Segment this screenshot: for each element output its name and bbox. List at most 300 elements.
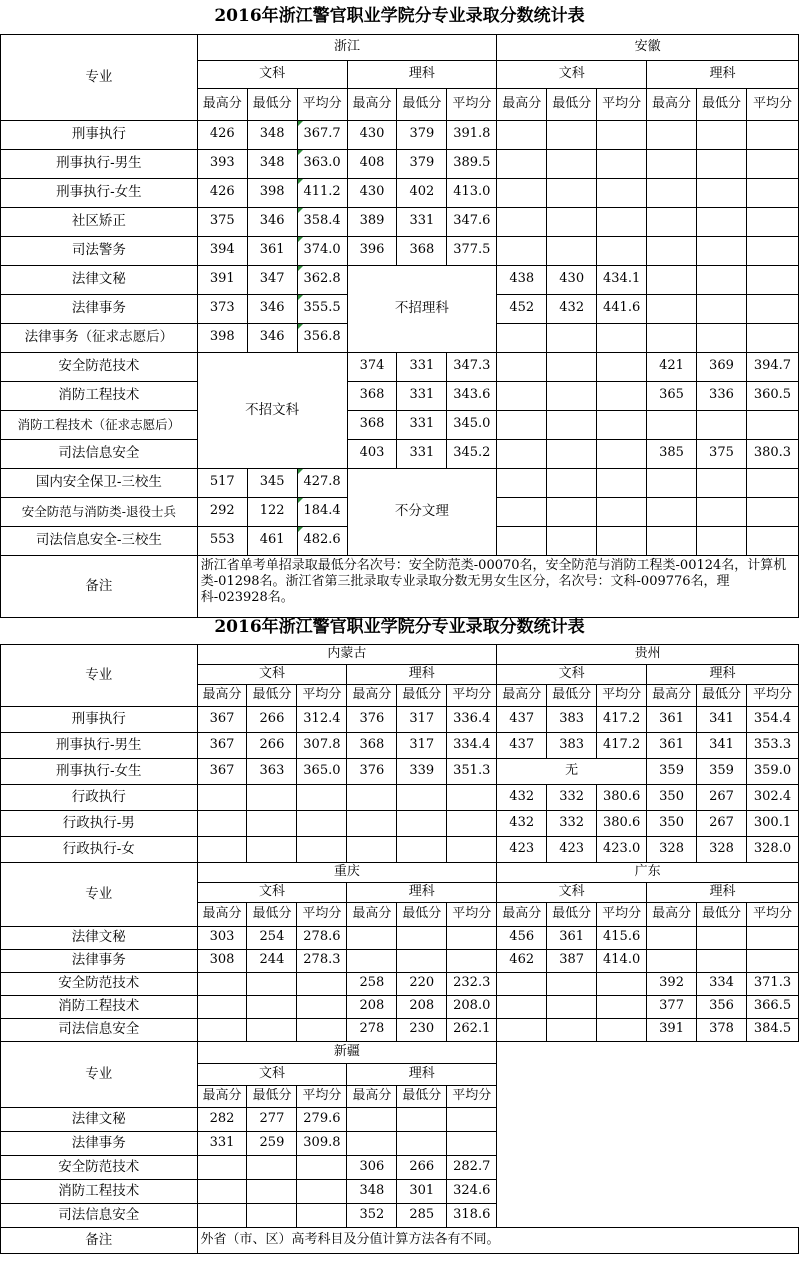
track-header: 文科 [197,664,347,684]
score-cell: 345.2 [447,439,497,468]
col-header: 最低分 [397,88,447,120]
score-cell: 385 [647,439,697,468]
col-header: 平均分 [746,88,798,120]
table-row [1,120,799,149]
score-cell: 367.7 [297,120,347,149]
score-cell: 391 [197,265,247,294]
score-cell: 300.1 [747,810,799,836]
col-header: 平均分 [747,902,799,926]
score-cell: 334 [697,972,747,995]
score-cell: 259 [247,1131,297,1155]
major-name: 刑事执行-女生 [1,178,198,207]
major-name: 国内安全保卫-三校生 [1,468,198,497]
score-cell: 266 [397,1155,447,1179]
col-header: 最低分 [397,684,447,706]
region-header: 新疆 [197,1041,497,1063]
col-header: 最低分 [247,1085,297,1107]
col-header: 最高分 [197,902,247,926]
col-header: 平均分 [447,88,497,120]
score-cell: 368 [397,236,447,265]
score-cell: 417.2 [597,706,647,732]
score-cell: 324.6 [447,1179,497,1203]
major-name: 消防工程技术 [1,1179,198,1203]
no-track-split-note: 不分文理 [347,468,497,555]
score-cell: 328 [647,836,697,862]
score-cell: 374 [347,352,397,381]
major-header: 专业 [1,644,198,706]
score-cell: 348 [347,1179,397,1203]
score-cell: 351.3 [447,758,497,784]
score-cell: 208.0 [447,995,497,1018]
track-header: 文科 [497,60,647,88]
table-row [1,468,799,497]
col-header: 最高分 [347,902,397,926]
major-name: 司法信息安全 [1,439,198,468]
track-header: 文科 [197,60,347,88]
major-name: 安全防范技术 [1,972,198,995]
score-cell: 317 [397,732,447,758]
score-cell: 332 [547,784,597,810]
score-cell: 122 [247,497,297,526]
major-name: 法律事务 [1,294,198,323]
score-cell: 360.5 [746,381,798,410]
col-header: 最低分 [697,684,747,706]
score-cell: 462 [497,949,547,972]
table-row [1,178,799,207]
region-header: 安徽 [497,34,799,60]
note-text: 外省（市、区）高考科目及分值计算方法各有不同。 [197,1227,798,1253]
region-header: 广东 [497,862,799,882]
note-label: 备注 [1,1227,198,1253]
region-header: 内蒙古 [197,644,497,664]
region-header: 贵州 [497,644,799,664]
score-cell: 421 [647,352,697,381]
score-cell: 356 [697,995,747,1018]
major-name: 消防工程技术 [1,381,198,410]
score-cell: 414.0 [597,949,647,972]
major-name: 法律文秘 [1,926,198,949]
major-name: 行政执行-男 [1,810,198,836]
score-cell: 244 [247,949,297,972]
score-cell: 517 [197,468,247,497]
major-name: 法律文秘 [1,265,198,294]
score-cell: 346 [247,207,297,236]
score-cell: 359.0 [747,758,799,784]
score-cell: 391 [647,1018,697,1041]
table-row [1,439,799,468]
score-cell: 408 [347,149,397,178]
col-header: 最高分 [347,684,397,706]
score-cell: 356.8 [297,323,347,352]
score-cell: 398 [247,178,297,207]
score-cell: 267 [697,810,747,836]
score-cell: 292 [197,497,247,526]
score-cell: 331 [397,439,447,468]
score-cell: 403 [347,439,397,468]
score-cell: 375 [197,207,247,236]
score-cell: 461 [247,526,297,555]
score-cell: 482.6 [297,526,347,555]
score-cell: 392 [647,972,697,995]
score-cell: 282 [197,1107,247,1131]
score-cell: 383 [547,706,597,732]
track-header: 理科 [347,882,497,902]
col-header: 最低分 [547,88,597,120]
score-cell: 331 [197,1131,247,1155]
col-header: 最高分 [647,902,697,926]
score-cell: 452 [497,294,547,323]
score-cell: 434.1 [597,265,647,294]
score-cell: 376 [347,758,397,784]
table-row [1,236,799,265]
score-cell: 347.3 [447,352,497,381]
track-header: 理科 [647,882,799,902]
score-cell: 350 [647,784,697,810]
col-header: 最低分 [397,902,447,926]
score-cell: 432 [497,784,547,810]
score-cell: 553 [197,526,247,555]
score-cell: 393 [197,149,247,178]
score-cell: 277 [247,1107,297,1131]
table-row [1,758,799,784]
score-cell: 427.8 [297,468,347,497]
score-cell: 389.5 [447,149,497,178]
score-cell: 398 [197,323,247,352]
score-cell: 367 [197,758,247,784]
score-cell: 430 [347,178,397,207]
score-cell: 318.6 [447,1203,497,1227]
none-note: 无 [497,758,647,784]
score-cell: 301 [397,1179,447,1203]
score-cell: 438 [497,265,547,294]
score-cell: 361 [247,236,297,265]
score-cell: 361 [547,926,597,949]
score-cell: 267 [697,784,747,810]
score-cell: 348 [247,120,297,149]
col-header: 最高分 [347,1085,397,1107]
score-cell: 266 [247,706,297,732]
score-cell: 362.8 [297,265,347,294]
score-cell: 430 [347,120,397,149]
score-cell: 334.4 [447,732,497,758]
major-name: 行政执行-女 [1,836,198,862]
score-cell: 302.4 [747,784,799,810]
col-header: 平均分 [747,684,799,706]
score-cell: 359 [697,758,747,784]
score-cell: 350 [647,810,697,836]
major-header: 专业 [1,1041,198,1107]
score-cell: 341 [697,706,747,732]
major-name: 刑事执行-女生 [1,758,198,784]
col-header: 平均分 [297,88,347,120]
score-cell: 368 [347,410,397,439]
score-cell: 402 [397,178,447,207]
score-cell: 426 [197,120,247,149]
col-header: 平均分 [447,684,497,706]
score-cell: 254 [247,926,297,949]
score-cell: 282.7 [447,1155,497,1179]
major-header: 专业 [1,34,198,120]
score-cell: 303 [197,926,247,949]
score-cell: 377 [647,995,697,1018]
table-row [1,352,799,381]
table-row [1,732,799,758]
score-cell: 394 [197,236,247,265]
score-cell: 232.3 [447,972,497,995]
score-cell: 394.7 [746,352,798,381]
major-name: 安全防范与消防类-退役士兵 [1,497,198,526]
table-row [1,926,799,949]
score-cell: 437 [497,706,547,732]
score-cell: 354.4 [747,706,799,732]
col-header: 平均分 [297,684,347,706]
table-row [1,410,799,439]
major-name: 消防工程技术（征求志愿后） [1,410,198,439]
score-cell: 258 [347,972,397,995]
score-cell: 184.4 [297,497,347,526]
col-header: 平均分 [597,684,647,706]
major-name: 司法警务 [1,236,198,265]
score-cell: 347 [247,265,297,294]
score-cell: 348 [247,149,297,178]
score-cell: 417.2 [597,732,647,758]
col-header: 平均分 [447,1085,497,1107]
score-cell: 378 [697,1018,747,1041]
track-header: 文科 [197,882,347,902]
track-header: 理科 [347,664,497,684]
score-cell: 423 [547,836,597,862]
score-cell: 331 [397,381,447,410]
no-arts-note: 不招文科 [197,352,347,468]
score-cell: 208 [347,995,397,1018]
col-header: 平均分 [447,902,497,926]
score-cell: 383 [547,732,597,758]
score-cell: 285 [397,1203,447,1227]
score-cell: 359 [647,758,697,784]
col-header: 最高分 [497,684,547,706]
score-cell: 365.0 [297,758,347,784]
score-cell: 377.5 [447,236,497,265]
score-cell: 361 [647,732,697,758]
major-name: 刑事执行 [1,120,198,149]
track-header: 理科 [347,60,497,88]
score-cell: 367 [197,732,247,758]
track-header: 理科 [647,60,799,88]
major-name: 司法信息安全 [1,1203,198,1227]
score-cell: 307.8 [297,732,347,758]
table-row [1,207,799,236]
score-cell: 380.6 [597,810,647,836]
score-cell: 312.4 [297,706,347,732]
score-cell: 373 [197,294,247,323]
score-cell: 332 [547,810,597,836]
track-header: 文科 [497,664,647,684]
table-row [1,972,799,995]
score-cell: 346 [247,323,297,352]
score-cell: 380.3 [746,439,798,468]
score-cell: 384.5 [747,1018,799,1041]
table-row [1,1018,799,1041]
score-cell: 353.3 [747,732,799,758]
score-cell: 374.0 [297,236,347,265]
major-name: 社区矫正 [1,207,198,236]
col-header: 最高分 [647,684,697,706]
table-title: 2016年浙江警官职业学院分专业录取分数统计表 [214,617,585,638]
table-row [1,784,799,810]
score-cell: 208 [397,995,447,1018]
col-header: 最低分 [247,88,297,120]
score-cell: 430 [547,265,597,294]
major-name: 行政执行 [1,784,198,810]
score-cell: 345.0 [447,410,497,439]
col-header: 平均分 [597,88,647,120]
score-cell: 379 [397,149,447,178]
score-cell: 365 [647,381,697,410]
score-cell: 278.6 [297,926,347,949]
major-name: 法律事务（征求志愿后） [1,323,198,352]
major-name: 刑事执行-男生 [1,732,198,758]
major-name: 安全防范技术 [1,1155,198,1179]
score-cell: 341 [697,732,747,758]
major-name: 司法信息安全-三校生 [1,526,198,555]
major-name: 刑事执行-男生 [1,149,198,178]
major-name: 法律文秘 [1,1107,198,1131]
score-cell: 368 [347,381,397,410]
col-header: 最高分 [197,1085,247,1107]
col-header: 最低分 [547,684,597,706]
score-cell: 317 [397,706,447,732]
score-cell: 345 [247,468,297,497]
col-header: 最低分 [247,684,297,706]
admission-table-2 [0,612,799,1254]
score-cell: 432 [547,294,597,323]
score-cell: 346 [247,294,297,323]
major-name: 安全防范技术 [1,352,198,381]
score-cell: 328.0 [747,836,799,862]
score-cell: 266 [247,732,297,758]
table-row [1,706,799,732]
score-cell: 336.4 [447,706,497,732]
score-cell: 230 [397,1018,447,1041]
col-header: 最低分 [697,902,747,926]
score-cell: 379 [397,120,447,149]
score-cell: 306 [347,1155,397,1179]
score-cell: 368 [347,732,397,758]
col-header: 最高分 [197,684,247,706]
note-label: 备注 [1,555,198,617]
score-cell: 411.2 [297,178,347,207]
score-cell: 339 [397,758,447,784]
col-header: 平均分 [297,902,347,926]
col-header: 最高分 [347,88,397,120]
major-name: 消防工程技术 [1,995,198,1018]
table-row [1,810,799,836]
score-cell: 423.0 [597,836,647,862]
track-header: 文科 [497,882,647,902]
score-cell: 352 [347,1203,397,1227]
score-cell: 415.6 [597,926,647,949]
score-cell: 336 [697,381,747,410]
score-cell: 391.8 [447,120,497,149]
note-text: 浙江省单考单招录取最低分名次号：安全防范类-00070名，安全防范与消防工程类-00124名，计算机类-01298名。浙江省第三批录取专业录取分数无男女生区分，名次号：文科-009776名，理科-023928名。 [197,555,798,617]
col-header: 最高分 [497,902,547,926]
score-cell: 423 [497,836,547,862]
track-header: 理科 [647,664,799,684]
col-header: 最高分 [197,88,247,120]
major-name: 司法信息安全 [1,1018,198,1041]
major-name: 法律事务 [1,1131,198,1155]
score-cell: 331 [397,207,447,236]
score-cell: 369 [697,352,747,381]
table-row [1,265,799,294]
score-cell: 363.0 [297,149,347,178]
score-cell: 387 [547,949,597,972]
score-cell: 358.4 [297,207,347,236]
table-row [1,949,799,972]
score-cell: 279.6 [297,1107,347,1131]
score-cell: 220 [397,972,447,995]
major-name: 法律事务 [1,949,198,972]
score-cell: 278.3 [297,949,347,972]
score-cell: 376 [347,706,397,732]
score-cell: 308 [197,949,247,972]
score-cell: 367 [197,706,247,732]
score-cell: 413.0 [447,178,497,207]
score-cell: 262.1 [447,1018,497,1041]
score-cell: 363 [247,758,297,784]
major-header: 专业 [1,862,198,926]
score-cell: 355.5 [297,294,347,323]
table-title: 2016年浙江警官职业学院分专业录取分数统计表 [214,6,585,27]
col-header: 最高分 [497,88,547,120]
table-row [1,836,799,862]
score-cell: 366.5 [747,995,799,1018]
track-header: 理科 [347,1063,497,1085]
table-row [1,149,799,178]
major-name: 刑事执行 [1,706,198,732]
score-cell: 437 [497,732,547,758]
score-cell: 309.8 [297,1131,347,1155]
score-cell: 343.6 [447,381,497,410]
score-cell: 361 [647,706,697,732]
score-cell: 456 [497,926,547,949]
score-cell: 328 [697,836,747,862]
score-cell: 331 [397,410,447,439]
score-cell: 389 [347,207,397,236]
region-header: 重庆 [197,862,497,882]
admission-table-1 [0,0,799,618]
col-header: 最低分 [247,902,297,926]
table-row [1,995,799,1018]
col-header: 平均分 [297,1085,347,1107]
col-header: 最低分 [697,88,747,120]
col-header: 最高分 [647,88,697,120]
score-cell: 347.6 [447,207,497,236]
region-header: 浙江 [197,34,497,60]
score-cell: 396 [347,236,397,265]
score-cell: 432 [497,810,547,836]
score-cell: 278 [347,1018,397,1041]
score-cell: 426 [197,178,247,207]
score-cell: 380.6 [597,784,647,810]
score-cell: 375 [697,439,747,468]
no-science-note: 不招理科 [347,265,497,352]
score-cell: 441.6 [597,294,647,323]
score-cell: 371.3 [747,972,799,995]
table-row [1,381,799,410]
score-cell: 331 [397,352,447,381]
col-header: 最低分 [547,902,597,926]
